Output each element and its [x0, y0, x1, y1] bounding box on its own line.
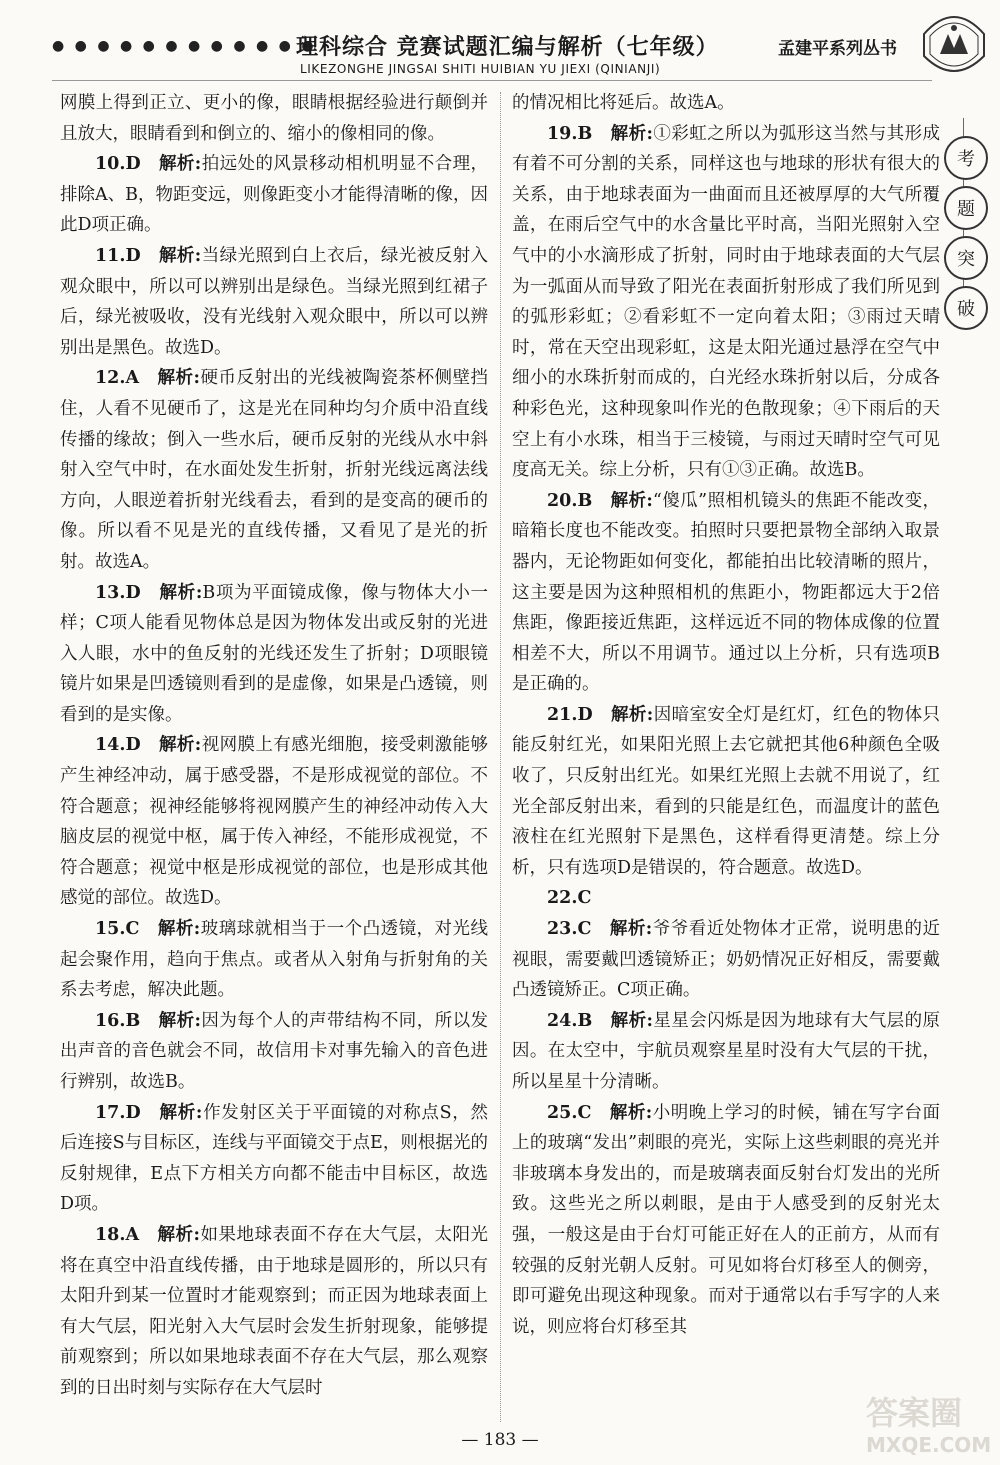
- watermark-line-1: 答案圈: [866, 1394, 963, 1432]
- answer-continuation: 网膜上得到正立、更小的像，眼睛根据经验进行颠倒并且放大，眼睛看到和倒立的、缩小的像相同的像。: [60, 93, 488, 144]
- watermark-line-2: MXQE.COM: [866, 1433, 992, 1457]
- answer-item: 11.D 解析:当绿光照到白上衣后，绿光被反射入观众眼中，所以可以辨别出是绿色。当绿光照到红裙子后，绿光被吸收，没有光线射入观众眼中，所以可以辨别出是黑色。故选D。: [60, 245, 489, 358]
- watermark-logo: [862, 1386, 992, 1460]
- column-divider: [500, 92, 501, 1422]
- answer-item: 10.D 解析:拍远处的风景移动相机明显不合理，排除A、B，物距变远，则像距变小才能得清晰的像，因此D项正确。: [60, 154, 489, 236]
- page-header: [0, 0, 1000, 92]
- answer-item: 13.D 解析:B项为平面镜成像，像与物体大小一样；C项人能看见物体总是因为物体发出或反射的光进入人眼，水中的鱼反射的光线还发生了折射；D项眼镜镜片如果是凹透镜则看到的是虚像，如果是凸透镜，则看到的是实像。: [60, 582, 489, 725]
- answer-item: 16.B 解析:因为每个人的声带结构不同，所以发出声音的音色就会不同，故信用卡对事先输入的音色进行辨别，故选B。: [60, 1010, 489, 1092]
- decorative-dots: ● ● ● ● ● ● ● ● ● ● ● ●: [52, 38, 317, 54]
- series-name: 孟建平系列丛书: [778, 39, 897, 59]
- answer-item: 25.C 解析:小明晚上学习的时候，铺在写字台面上的玻璃“发出”刺眼的亮光，实际上这些刺眼的亮光并非玻璃本身发出的，而是玻璃表面反射台灯发出的光所致。这些光之所以刺眼，是由于人感受到的反射光太强，一般这是由于台灯可能正好在人的正前方，从而有较强的反射光朝人反射。可见如将台灯移至人的侧旁，即可避免出现这种现象。而对于通常以右手写字的人来说，则应将台灯移至其: [512, 1102, 941, 1337]
- answer-item: 17.D 解析:作发射区关于平面镜的对称点S，然后连接S与目标区，连线与平面镜交于点E，则根据光的反射规律，E点下方相关方向都不能击中目标区，故选D项。: [60, 1102, 488, 1215]
- answer-item: 24.B 解析:星星会闪烁是因为地球有大气层的原因。在太空中，宇航员观察星星时没有大气层的干扰，所以星星十分清晰。: [512, 1010, 941, 1092]
- side-tab-tu: 突: [944, 236, 988, 280]
- answer-item: 14.D 解析:视网膜上有感光细胞，接受刺激能够产生神经冲动，属于感受器，不是形成视觉的部位。不符合题意；视神经能够将视网膜产生的神经冲动传入大脑皮层的视觉中枢，属于传入神经，不能形成视觉，不符合题意；视觉中枢是形成视觉的部位，也是形成其他感觉的部位。故选D。: [60, 735, 489, 909]
- book-title: 理科综合 竞赛试题汇编与解析（七年级）: [296, 34, 719, 60]
- answer-item: 20.B 解析:“傻瓜”照相机镜头的焦距不能改变，暗箱长度也不能改变。拍照时只要把景物全部纳入取景器内，无论物距如何变化，都能拍出比较清晰的照片，这主要是因为这种照相机的焦距小，物距都远大于2倍焦距，像距接近焦距，这样远近不同的物体成像的位置相差不大，所以不用调节。通过以上分析，只有选项B是正确的。: [512, 490, 940, 695]
- answer-item: 22.C: [547, 888, 592, 909]
- answer-item: 18.A 解析:如果地球表面不存在大气层，太阳光将在真空中沿直线传播，由于地球是圆形的，所以只有太阳升到某一位置时才能观察到；而正因为地球表面上有大气层，阳光射入大气层时会发生折射现象，能够提前观察到；所以如果地球表面不存在大气层，那么观察到的日出时刻与实际存在大气层时: [60, 1224, 488, 1398]
- side-tab-kao: 考: [944, 136, 988, 180]
- page-number: — 183 —: [461, 1430, 539, 1450]
- answer-item: 12.A 解析:硬币反射出的光线被陶瓷茶杯侧壁挡住，人看不见硬币了，这是光在同种均匀介质中沿直线传播的缘故；倒入一些水后，硬币反射的光线从水中斜射入空气中时，在水面处发生折射，折射光线远离法线方向，人眼逆着折射光线看去，看到的是变高的硬币的像。所以看不见是光的直线传播，又看见了是光的折射。故选A。: [60, 368, 488, 572]
- answer-continuation: 的情况相比将延后。故选A。: [512, 93, 735, 113]
- side-tab-po: 破: [944, 286, 988, 330]
- header-rule: [52, 80, 932, 81]
- publisher-seal-icon: [918, 4, 990, 84]
- right-column: [512, 88, 940, 1342]
- side-tab-ti: 题: [944, 186, 988, 230]
- answer-item: 15.C 解析:玻璃球就相当于一个凸透镜，对光线起会聚作用，趋向于焦点。或者从入射角与折射角的关系去考虑，解决此题。: [60, 919, 489, 1001]
- left-column: [60, 88, 488, 1404]
- pinyin-title: LIKEZONGHE JINGSAI SHITI HUIBIAN YU JIEXI (QINIANJI): [300, 62, 661, 76]
- answer-item: 23.C 解析:爷爷看近处物体才正常，说明患的近视眼，需要戴凹透镜矫正；奶奶情况正好相反，需要戴凸透镜矫正。C项正确。: [512, 919, 941, 1001]
- answer-item: 21.D 解析:因暗室安全灯是红灯，红色的物体只能反射红光，如果阳光照上去它就把其他6种颜色全吸收了，只反射出红光。如果红光照上去就不用说了，红光全部反射出来，看到的只能是红色，而温度计的蓝色液柱在红光照射下是黑色，这样看得更清楚。综上分析，只有选项D是错误的，符合题意。故选D。: [512, 704, 941, 878]
- answer-item: 19.B 解析:①彩虹之所以为弧形这当然与其形成有着不可分割的关系，同样这也与地球的形状有很大的关系，由于地球表面为一曲面而且还被厚厚的大气所覆盖，在雨后空气中的水含量比平时高，当阳光照射入空气中的小水滴形成了折射，同时由于地球表面的大气层为一弧面从而导致了阳光在表面折射形成了我们所见到的弧形彩虹；②看彩虹不一定向着太阳；③雨过天晴时，常在天空出现彩虹，这是太阳光通过悬浮在空气中细小的水珠折射而成的，白光经水珠折射以后，分成各种彩色光，这种现象叫作光的色散现象；④下雨后的天空上有小水珠，相当于三棱镜，与雨过天晴时空气可见度高无关。综上分析，只有①③正确。故选B。: [512, 123, 941, 481]
